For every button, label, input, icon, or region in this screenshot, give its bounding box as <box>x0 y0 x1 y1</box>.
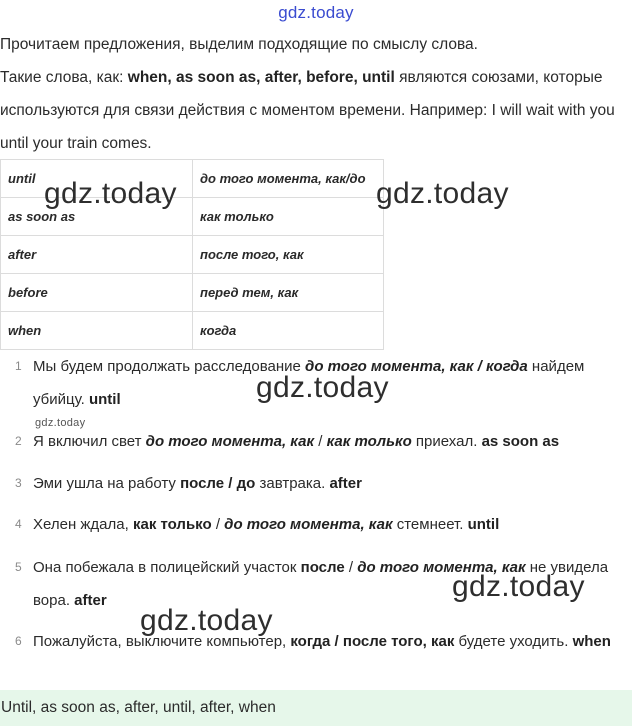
term-ru: до того момента, как/до <box>193 160 384 198</box>
option-1: до того момента, как <box>305 358 474 375</box>
sentence-end: завтрака. <box>255 475 330 492</box>
table-row <box>1 274 384 312</box>
exercise-text <box>33 508 623 541</box>
sentence-start: Эми ушла на работу <box>33 475 181 492</box>
intro-paragraph-2 <box>0 61 630 160</box>
exercise-answer: when <box>572 633 611 650</box>
sentence-end: не увидела вора. <box>33 559 609 609</box>
watermark-small: gdz.today <box>35 417 86 429</box>
sentence-start: Она побежала в полицейский участок <box>33 559 301 576</box>
option-1: до того момента, как <box>145 433 315 450</box>
watermark: gdz.today <box>376 177 509 210</box>
term-en: until <box>1 160 193 198</box>
intro-paragraph-1: Прочитаем предложения, выделим подходящие по смыслу слова. <box>0 36 478 53</box>
intro-rest: являются союзами, которые используются для связи действия с моментом времени. Например: I will wait with you until your train comes. <box>0 69 615 152</box>
term-en: before <box>1 274 193 312</box>
term-ru: когда <box>193 312 384 350</box>
sentence-start: Мы будем продолжать расследование <box>33 358 306 375</box>
option-2: после того, как <box>342 633 455 650</box>
exercise-number: 1 <box>15 359 22 373</box>
option-2: когда <box>485 358 528 375</box>
term-en: when <box>1 312 193 350</box>
exercise-number: 4 <box>15 517 22 531</box>
intro-text <box>0 28 630 160</box>
term-ru: перед тем, как <box>193 274 384 312</box>
exercise-answer: as soon as <box>481 433 560 450</box>
sentence-end: стемнеет. <box>392 516 468 533</box>
sentence-start: Пожалуйста, выключите компьютер, <box>33 633 291 650</box>
term-ru: как только <box>193 198 384 236</box>
option-separator: / <box>330 633 343 650</box>
option-1: после <box>180 475 225 492</box>
option-2: до того момента, как <box>224 516 393 533</box>
term-en: after <box>1 236 193 274</box>
watermark: gdz.today <box>140 604 273 637</box>
exercise-text <box>33 425 623 458</box>
table-row <box>1 236 384 274</box>
site-logo[interactable]: gdz.today <box>278 3 354 22</box>
intro-prefix: Такие слова, как: <box>0 69 128 86</box>
table-row <box>1 312 384 350</box>
watermark: gdz.today <box>44 177 177 210</box>
option-separator: / <box>224 475 237 492</box>
watermark: gdz.today <box>256 371 389 404</box>
exercise-answer: after <box>74 592 107 609</box>
exercise-number: 5 <box>15 560 22 574</box>
sentence-start: Я включил свет <box>33 433 146 450</box>
term-ru: после того, как <box>193 236 384 274</box>
watermark: gdz.today <box>452 570 585 603</box>
sentence-end: будете уходить. <box>454 633 573 650</box>
exercise-number: 6 <box>15 634 22 648</box>
option-separator: / <box>211 516 225 533</box>
option-2: до того момента, как <box>357 559 526 576</box>
exercise-answer: after <box>329 475 362 492</box>
exercise-text <box>33 467 623 500</box>
sentence-end: найдем убийцу. <box>33 358 585 408</box>
exercise-text <box>33 625 623 658</box>
exercise-number: 2 <box>15 434 22 448</box>
term-en: as soon as <box>1 198 193 236</box>
option-separator: / <box>344 559 358 576</box>
exercise-number: 3 <box>15 476 22 490</box>
option-2: до <box>236 475 256 492</box>
option-1: после <box>300 559 345 576</box>
exercise-answer: until <box>467 516 500 533</box>
option-separator: / <box>473 358 486 375</box>
sentence-end: приехал. <box>411 433 482 450</box>
option-1: как только <box>132 516 212 533</box>
option-1: когда <box>290 633 331 650</box>
exercise-answer: until <box>88 391 121 408</box>
intro-conjunctions: when, as soon as, after, before, until <box>127 69 395 86</box>
answer-bar: Until, as soon as, after, until, after, when <box>0 690 632 726</box>
option-separator: / <box>314 433 327 450</box>
sentence-start: Хелен ждала, <box>33 516 133 533</box>
option-2: как только <box>326 433 412 450</box>
